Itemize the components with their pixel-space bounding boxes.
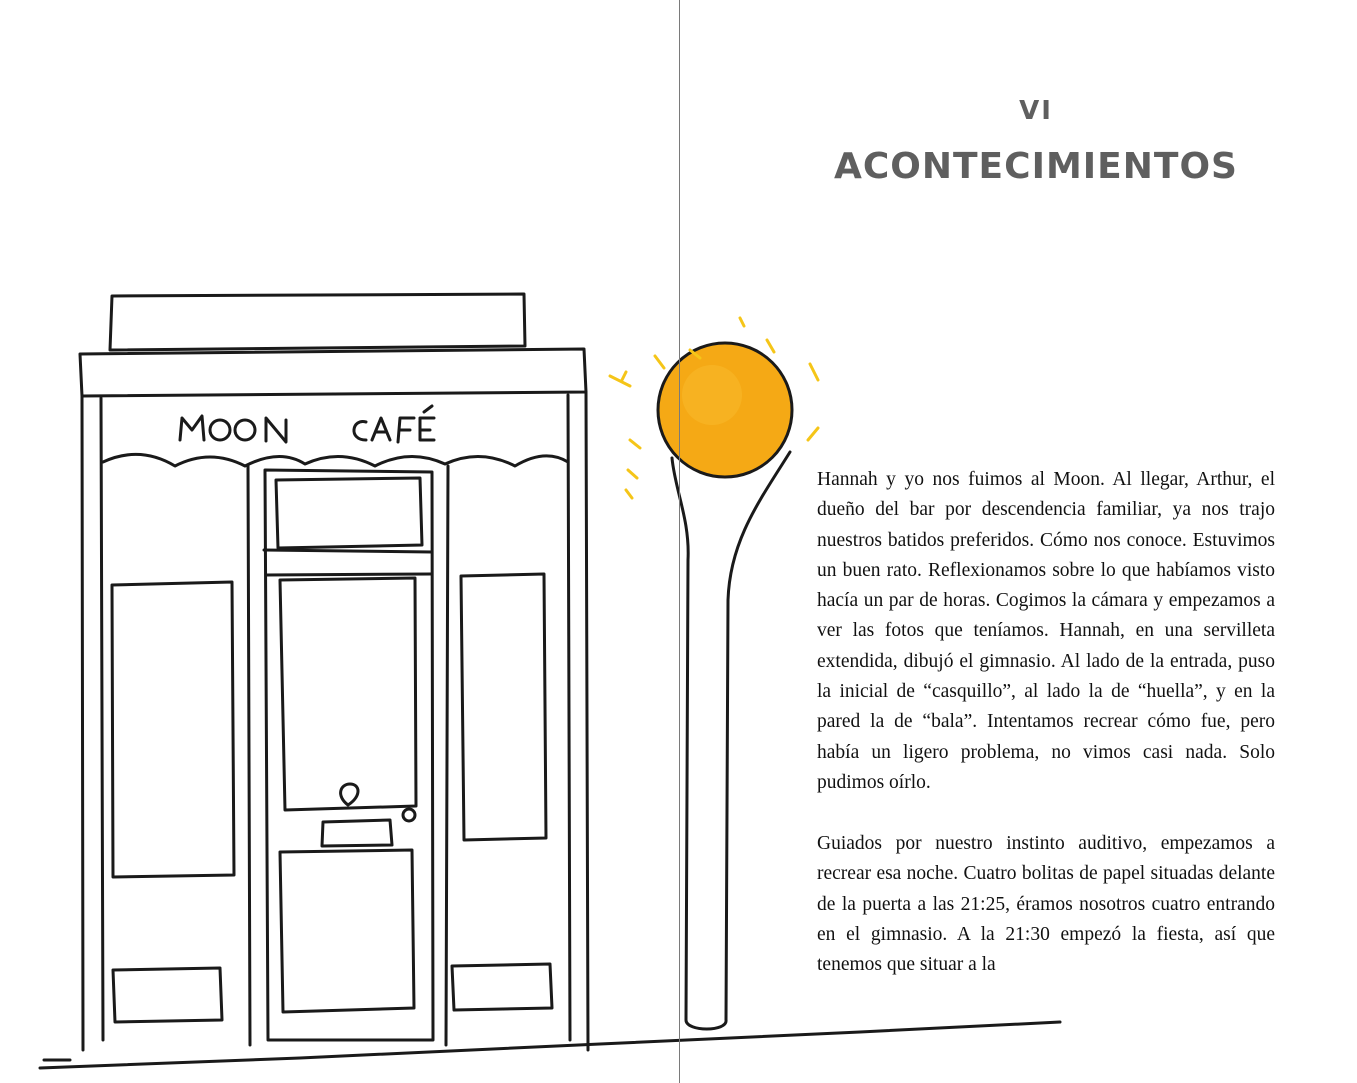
body-paragraph-2: Guiados por nuestro instinto auditivo, empezamos a recrear esa noche. Cuatro bolitas de papel situadas delante de la puerta a las 21:25, éramos nosotros cuatro entrando en el gimnasio. A la 21:30 empezó la fiesta, así que tenemos que situar a la: [817, 833, 1275, 976]
chapter-number: VI: [1019, 96, 1053, 126]
body-paragraph-1: Hannah y yo nos fuimos al Moon. Al llegar, Arthur, el dueño del bar por descendencia familiar, ya nos trajo nuestros batidos preferidos. Cómo nos conoce. Estuvimos un buen rato. Reflexionamos sobre lo que habíamos visto hacía un par de horas. Cogimos la cámara y empezamos a ver las fotos que teníamos. Hannah, en una servilleta extendida, dibujó el gimnasio. Al lado de la entrada, puso la inicial de “casquillo”, al lado la de “huella”, y en la pared la de “bala”. Intentamos recrear cómo fue, pero había un ligero problema, no vimos casi nada. Solo pudimos oírlo.: [817, 469, 1275, 793]
page-gutter: [679, 0, 680, 1083]
chapter-title: ACONTECIMIENTOS: [833, 146, 1238, 187]
